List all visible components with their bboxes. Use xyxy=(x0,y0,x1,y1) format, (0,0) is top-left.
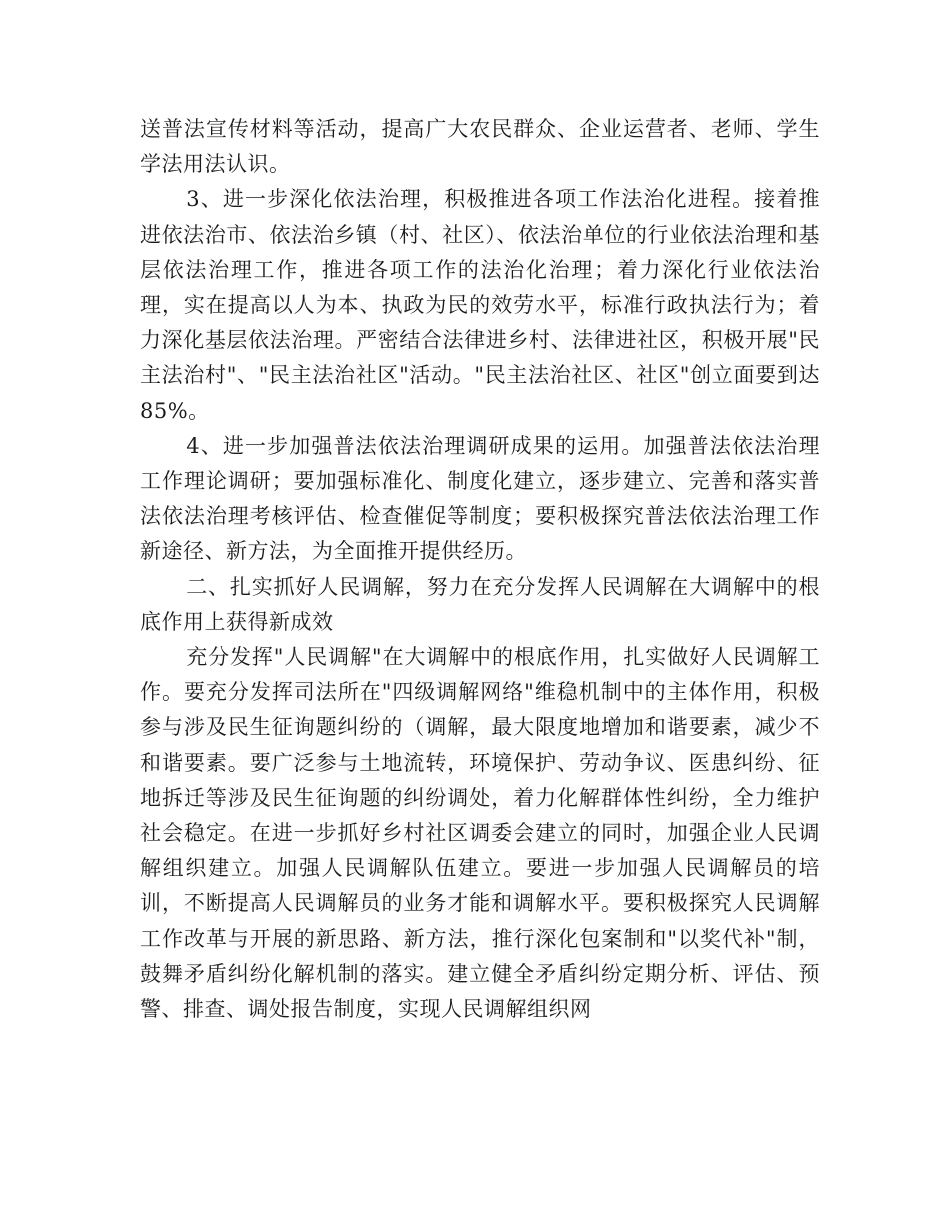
document-body xyxy=(140,112,820,1027)
paragraph-item-3: 3、进一步深化依法治理，积极推进各项工作法治化进程。接着推进依法治市、依法治乡镇（村、社区）、依法治单位的行业依法治理和基层依法治理工作，推进各项工作的法治化治理；着力深化行业依法治理，实在提高以人为本、执政为民的效劳水平，标准行政执法行为；着力深化基层依法治理。严密结合法律进乡村、法律进社区，积极开展"民主法治村"、"民主法治社区"活动。"民主法治社区、社区"创立面要到达85%。 xyxy=(140,187,820,423)
paragraph-continuation: 送普法宣传材料等活动，提高广大农民群众、企业运营者、老师、学生学法用法认识。 xyxy=(140,117,820,177)
section-heading-2: 二、扎实抓好人民调解，努力在充分发挥人民调解在大调解中的根底作用上获得新成效 xyxy=(140,574,820,634)
paragraph-item-4: 4、进一步加强普法依法治理调研成果的运用。加强普法依法治理工作理论调研；要加强标准化、制度化建立，逐步建立、完善和落实普法依法治理考核评估、检查催促等制度；要积极探究普法依法治理工作新途径、新方法，为全面推开提供经历。 xyxy=(140,433,820,564)
paragraph-section-2-body: 充分发挥"人民调解"在大调解中的根底作用，扎实做好人民调解工作。要充分发挥司法所在"四级调解网络"维稳机制中的主体作用，积极参与涉及民生征询题纠纷的（调解，最大限度地增加和谐要素，减少不和谐要素。要广泛参与土地流转，环境保护、劳动争议、医患纠纷、征地拆迁等涉及民生征询题的纠纷调处，着力化解群体性纠纷，全力维护社会稳定。在进一步抓好乡村社区调委会建立的同时，加强企业人民调解组织建立。加强人民调解队伍建立。要进一步加强人民调解员的培训，不断提高人民调解员的业务才能和调解水平。要积极探究人民调解工作改革与开展的新思路、新方法，推行深化包案制和"以奖代补"制，鼓舞矛盾纠纷化解机制的落实。建立健全矛盾纠纷定期分析、评估、预警、排查、调处报告制度，实现人民调解组织网 xyxy=(140,645,820,1022)
